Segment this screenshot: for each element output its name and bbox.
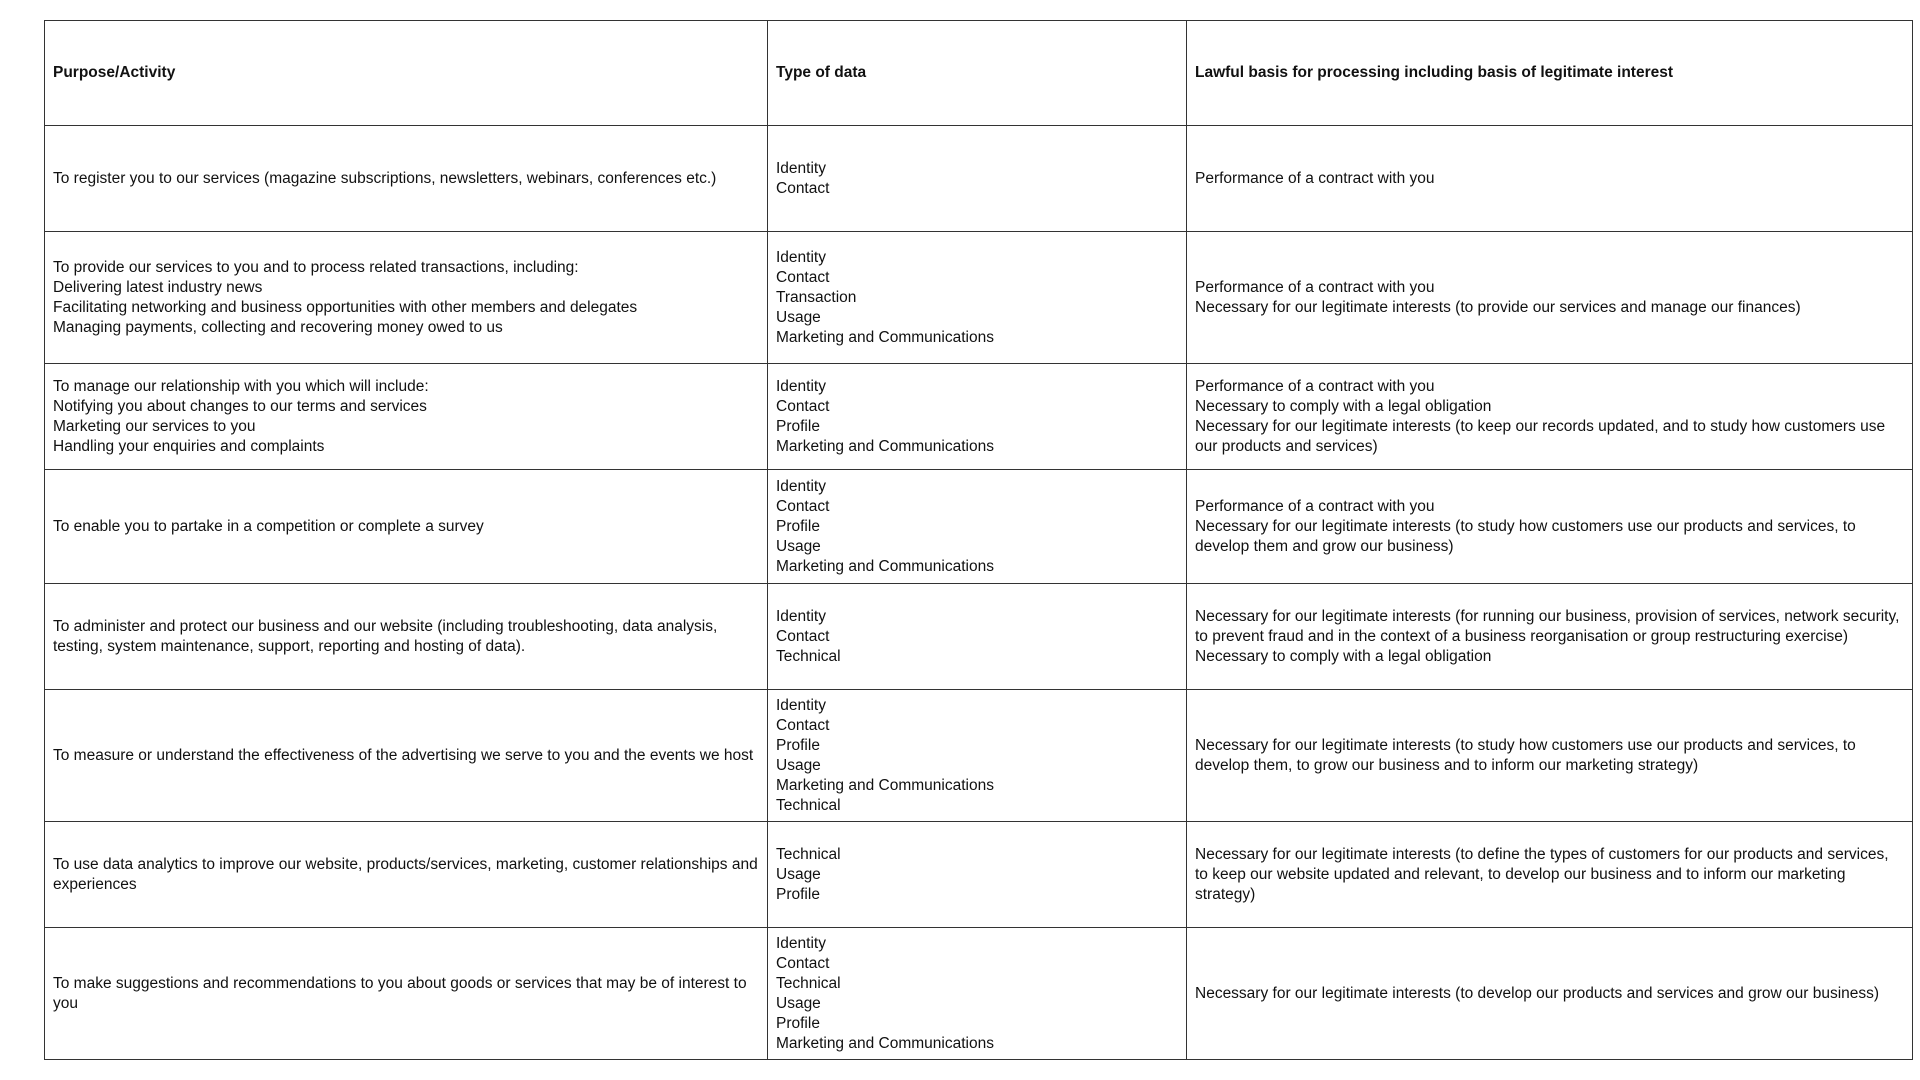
lawful-basis-line: Necessary for our legitimate interests (to study how customers use our products and services, to develop them, to grow our business and to inform our marketing strategy) — [1195, 736, 1856, 774]
lawful-basis-line: Necessary for our legitimate interests (to develop our products and services and grow our business) — [1195, 984, 1880, 1002]
data-type-item: Identity — [776, 696, 826, 714]
purpose-line: To make suggestions and recommendations to you about goods or services that may be of interest to you — [53, 974, 747, 1012]
purpose-cell — [45, 470, 768, 584]
lawful-basis-line: Necessary for our legitimate interests (to provide our services and manage our finances) — [1195, 298, 1801, 316]
data-type-cell — [768, 470, 1187, 584]
table-row — [45, 690, 1913, 822]
data-type-item: Contact — [776, 268, 830, 286]
data-type-item: Contact — [776, 179, 830, 197]
data-type-item: Marketing and Communications — [776, 557, 994, 575]
header-type-of-data: Type of data — [768, 21, 1187, 126]
data-type-item: Profile — [776, 517, 820, 535]
lawful-basis-line: Necessary for our legitimate interests (to study how customers use our products and services, to develop them and grow our business) — [1195, 517, 1856, 555]
lawful-basis-table — [44, 20, 1913, 1060]
data-type-item: Contact — [776, 397, 830, 415]
table-row — [45, 470, 1913, 584]
lawful-basis-line: Performance of a contract with you — [1195, 169, 1435, 187]
data-type-cell — [768, 822, 1187, 928]
data-type-item: Contact — [776, 954, 830, 972]
header-purpose-activity: Purpose/Activity — [45, 21, 768, 126]
data-type-item: Profile — [776, 1014, 820, 1032]
data-type-item: Contact — [776, 497, 830, 515]
lawful-basis-cell — [1187, 928, 1913, 1060]
data-type-item: Profile — [776, 736, 820, 754]
lawful-basis-cell — [1187, 470, 1913, 584]
lawful-basis-line: Performance of a contract with you — [1195, 377, 1435, 395]
data-type-item: Identity — [776, 377, 826, 395]
purpose-line: To administer and protect our business and our website (including troubleshooting, data analysis, testing, system maintenance, support, reporting and hosting of data). — [53, 617, 718, 655]
table-row — [45, 364, 1913, 470]
lawful-basis-line: Necessary to comply with a legal obligation — [1195, 397, 1492, 415]
data-type-item: Usage — [776, 308, 821, 326]
data-type-cell — [768, 126, 1187, 232]
data-type-item: Usage — [776, 865, 821, 883]
lawful-basis-cell — [1187, 690, 1913, 822]
data-type-item: Identity — [776, 159, 826, 177]
data-type-item: Technical — [776, 845, 841, 863]
purpose-line: Marketing our services to you — [53, 417, 256, 435]
data-type-item: Usage — [776, 756, 821, 774]
purpose-cell — [45, 584, 768, 690]
data-type-item: Identity — [776, 607, 826, 625]
data-type-item: Technical — [776, 974, 841, 992]
lawful-basis-line: Necessary to comply with a legal obligation — [1195, 647, 1492, 665]
data-type-item: Contact — [776, 627, 830, 645]
data-type-item: Identity — [776, 477, 826, 495]
data-type-item: Marketing and Communications — [776, 776, 994, 794]
header-lawful-basis: Lawful basis for processing including basis of legitimate interest — [1187, 21, 1913, 126]
purpose-cell — [45, 126, 768, 232]
table-row — [45, 126, 1913, 232]
purpose-line: To measure or understand the effectiveness of the advertising we serve to you and the events we host — [53, 746, 754, 764]
purpose-cell — [45, 232, 768, 364]
data-type-item: Marketing and Communications — [776, 437, 994, 455]
purpose-cell — [45, 690, 768, 822]
purpose-line: Delivering latest industry news — [53, 278, 263, 296]
lawful-basis-cell — [1187, 822, 1913, 928]
data-type-item: Transaction — [776, 288, 857, 306]
purpose-cell — [45, 928, 768, 1060]
purpose-line: To provide our services to you and to process related transactions, including: — [53, 258, 579, 276]
data-type-item: Technical — [776, 647, 841, 665]
data-type-item: Profile — [776, 885, 820, 903]
purpose-line: Facilitating networking and business opportunities with other members and delegates — [53, 298, 638, 316]
lawful-basis-line: Necessary for our legitimate interests (to keep our records updated, and to study how customers use our products and services) — [1195, 417, 1886, 455]
purpose-cell — [45, 822, 768, 928]
purpose-line: Handling your enquiries and complaints — [53, 437, 325, 455]
table-row — [45, 584, 1913, 690]
lawful-basis-cell — [1187, 232, 1913, 364]
data-type-item: Marketing and Communications — [776, 1034, 994, 1052]
purpose-line: Managing payments, collecting and recovering money owed to us — [53, 318, 503, 336]
data-type-item: Contact — [776, 716, 830, 734]
lawful-basis-cell — [1187, 126, 1913, 232]
table-row — [45, 232, 1913, 364]
purpose-line: To manage our relationship with you which will include: — [53, 377, 429, 395]
data-type-cell — [768, 690, 1187, 822]
table-row — [45, 822, 1913, 928]
table-header — [45, 21, 1913, 126]
purpose-line: To enable you to partake in a competition or complete a survey — [53, 517, 484, 535]
data-type-item: Usage — [776, 537, 821, 555]
data-type-item: Usage — [776, 994, 821, 1012]
data-type-item: Technical — [776, 796, 841, 814]
purpose-cell — [45, 364, 768, 470]
data-type-cell — [768, 584, 1187, 690]
data-type-item: Profile — [776, 417, 820, 435]
lawful-basis-line: Necessary for our legitimate interests (for running our business, provision of services, network security, to prevent fraud and in the context of a business reorganisation or group restructuring exercise) — [1195, 607, 1900, 645]
lawful-basis-line: Performance of a contract with you — [1195, 497, 1435, 515]
table-row — [45, 928, 1913, 1060]
purpose-line: Notifying you about changes to our terms and services — [53, 397, 427, 415]
data-type-cell — [768, 928, 1187, 1060]
data-type-item: Identity — [776, 248, 826, 266]
lawful-basis-cell — [1187, 364, 1913, 470]
data-type-cell — [768, 232, 1187, 364]
lawful-basis-cell — [1187, 584, 1913, 690]
data-type-item: Identity — [776, 934, 826, 952]
lawful-basis-line: Performance of a contract with you — [1195, 278, 1435, 296]
purpose-line: To use data analytics to improve our website, products/services, marketing, customer relationships and experiences — [53, 855, 758, 893]
lawful-basis-line: Necessary for our legitimate interests (to define the types of customers for our products and services, to keep our website updated and relevant, to develop our business and to inform our marketing strategy) — [1195, 845, 1889, 903]
data-type-item: Marketing and Communications — [776, 328, 994, 346]
data-type-cell — [768, 364, 1187, 470]
header-row — [45, 21, 1913, 126]
table-body — [45, 126, 1913, 1060]
purpose-line: To register you to our services (magazine subscriptions, newsletters, webinars, conferences etc.) — [53, 169, 717, 187]
